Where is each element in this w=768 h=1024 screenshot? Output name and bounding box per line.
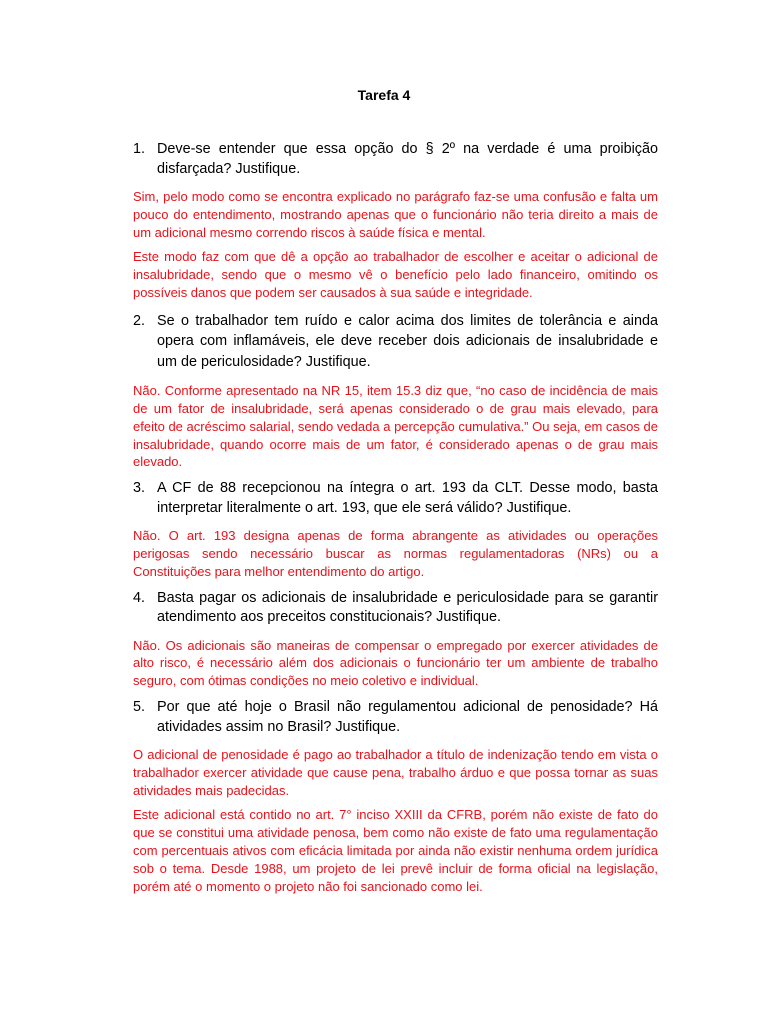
answer-paragraph: Não. Os adicionais são maneiras de compensar o empregado por exercer atividades de alto risco, é necessário além dos adicionais o funcionário ter um ambiente de trabalho seguro, com ótimas condições no meio coletivo e individual. (133, 637, 658, 689)
question-text: Por que até hoje o Brasil não regulamentou adicional de penosidade? Há atividades assim no Brasil? Justifique. (157, 699, 658, 735)
question-text: Se o trabalhador tem ruído e calor acima dos limites de tolerância e ainda opera com inflamáveis, ele deve receber dois adicionais de insalubridade e um de periculosidade? Justifique. (157, 312, 658, 370)
question-number: 4. (133, 589, 146, 606)
question-1 (133, 140, 658, 179)
question-2 (133, 311, 658, 373)
answer-paragraph: Não. Conforme apresentado na NR 15, item 15.3 diz que, “no caso de incidência de mais de um fator de insalubridade, será apenas considerado o de grau mais elevado, para efeito de acréscimo salarial, sendo vedada a percepção cumulativa.” Ou seja, em casos de insalubridade, quando ocorre mais de um fator, é considerado apenas o de grau mais elevado. (133, 383, 658, 470)
question-4 (133, 589, 658, 628)
question-text: Basta pagar os adicionais de insalubridade e periculosidade para se garantir atendimento aos preceitos constitucionais? Justifique. (157, 589, 658, 626)
question-text: Deve-se entender que essa opção do § 2º na verdade é uma proibição disfarçada? Justifique. (157, 141, 658, 177)
answer-paragraph: Este adicional está contido no art. 7° inciso XXIII da CFRB, porém não existe de fato do que se constitui uma atividade penosa, bem como não existe de fato uma regulamentação com percentuais ativos com eficácia limitada por ainda não existir nenhuma ordem jurídica sob o tema. Desde 1988, um projeto de lei prevê incluir de forma oficial na legislação, porém até o momento o projeto não foi sancionado como lei. (133, 807, 658, 894)
question-3 (133, 479, 658, 518)
question-number: 5. (133, 699, 146, 716)
answer-paragraph: Não. O art. 193 designa apenas de forma abrangente as atividades ou operações perigosas sendo necessário buscar as normas regulamentadoras (NRs) ou a Constituições para melhor entendimento do artigo. (133, 528, 658, 579)
question-5 (133, 698, 658, 737)
answer-paragraph: Este modo faz com que dê a opção ao trabalhador de escolher e aceitar o adicional de insalubridade, sendo que o mesmo vê o benefício pelo lado financeiro, omitindo os possíveis danos que podem ser causados à sua saúde e integridade. (133, 249, 658, 300)
answer-paragraph: O adicional de penosidade é pago ao trabalhador a título de indenização tendo em vista o trabalhador exercer atividade que cause pena, trabalho árduo e que possa tornar as suas atividades mais padecidas. (133, 747, 658, 798)
question-number: 2. (133, 312, 146, 329)
question-text: A CF de 88 recepcionou na íntegra o art. 193 da CLT. Desse modo, basta interpretar literalmente o art. 193, que ele será válido? Justifique. (157, 480, 658, 516)
document-body (133, 140, 658, 895)
question-number: 3. (133, 480, 146, 497)
answer-paragraph: Sim, pelo modo como se encontra explicado no parágrafo faz-se uma confusão e falta um pouco do entendimento, mostrando apenas que o funcionário não teria direito a mais de um adicional mesmo correndo riscos à saúde física e mental. (133, 189, 658, 240)
page-title: Tarefa 4 (357, 87, 411, 103)
question-number: 1. (133, 141, 146, 157)
